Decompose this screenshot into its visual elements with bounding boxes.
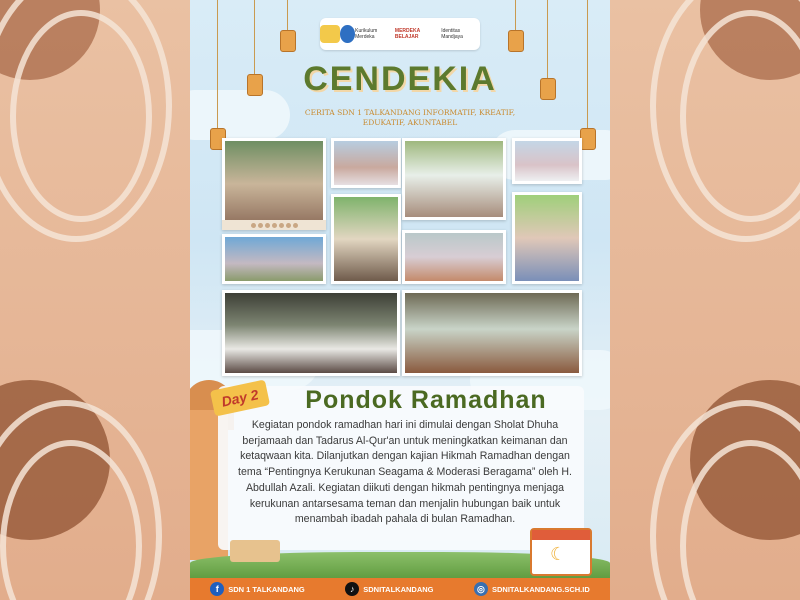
activity-photo [402,230,506,284]
lantern-string [287,0,288,30]
website-url: SDNITALKANDANG.SCH.ID [491,584,590,594]
website-link[interactable] [474,582,590,596]
facebook-icon: f [210,582,224,596]
lantern-string [515,0,516,30]
facebook-handle: SDN 1 TALKANDANG [228,584,305,594]
facebook-link[interactable] [210,582,305,596]
sponsor-logos [320,18,480,50]
activity-photo [222,234,326,284]
lantern-icon [580,128,596,150]
activity-photo [331,138,401,188]
section-heading: Pondok Ramadhan [305,386,547,414]
lantern-icon [508,30,524,52]
activity-photo [512,192,582,284]
identitas-logo: Identitas Mandjaya [441,28,463,40]
calendar-illustration [530,528,592,576]
left-decorative-panel [0,0,190,600]
school-logo-icon [320,25,340,43]
tut-wuri-logo-icon [340,25,355,43]
day-badge: Day 2 [210,379,270,416]
tiktok-icon: ♪ [345,582,359,596]
poster [190,0,610,600]
lantern-icon [280,30,296,52]
tiktok-handle: SDNITALKANDANG [363,584,434,594]
merdeka-belajar-logo: MERDEKA BELAJAR [394,28,420,40]
decor-arch [10,10,152,222]
activity-photo [402,290,582,376]
activity-photo [512,138,582,184]
description-text: Kegiatan pondok ramadhan hari ini dimulai dengan Sholat Dhuha berjamaah dan Tadarus Al-Qur'an untuk meningkatkan keimanan dan ketaqwaan kita. Dilanjutkan dengan kajian Hikmah Ramadhan dengan tema “Pentingnya Kerukunan Seagama & Moderasi Beragama” oleh H. Abdullah Azali. Kegiatan diikuti dengan hikmah pentingnya menjaga kerukunan antarsesama teman dan menjalin hubungan baik untuk menambah ibadah pahala di bulan Ramadhan. [238,419,572,526]
globe-icon: ◎ [474,582,488,596]
kurikulum-logo: Kurikulum Merdeka [355,28,378,40]
social-footer [190,578,610,600]
right-decorative-panel [610,0,800,600]
page-subtitle: CERITA SDN 1 TALKANDANG INFORMATIF, KREATIF, EDUKATIF, AKUNTABEL [304,108,516,127]
moon-icon: ☾ [550,544,567,565]
activity-photo [331,194,401,284]
page-title: CENDEKIA [303,60,497,98]
quran-book-illustration [230,540,280,562]
activity-photo [402,138,506,220]
activity-photo [222,290,400,376]
tiktok-link[interactable] [345,582,433,596]
activity-photo [222,138,326,230]
